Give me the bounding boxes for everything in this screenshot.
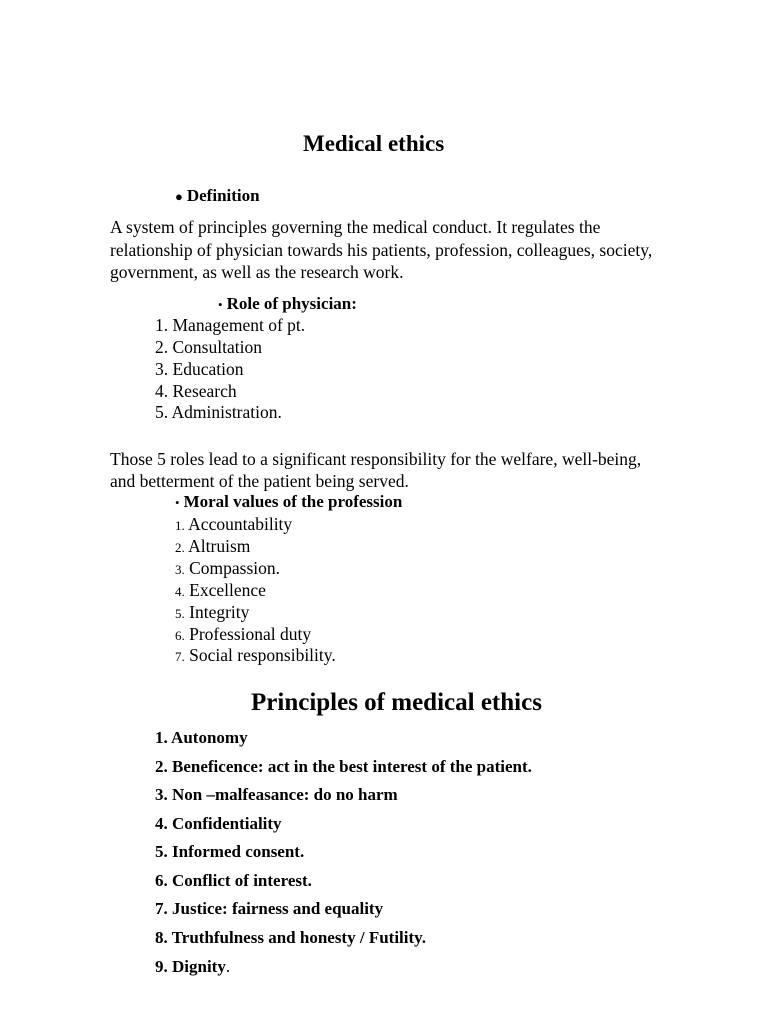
- list-number: 7.: [175, 649, 185, 664]
- list-item: [175, 558, 280, 579]
- list-item: [175, 602, 249, 623]
- list-item: 5. Informed consent.: [155, 842, 305, 861]
- bullet-icon: ●: [175, 189, 183, 204]
- page-title: Medical ethics: [303, 131, 445, 156]
- list-number: 3.: [175, 562, 185, 577]
- list-number: 4.: [175, 584, 185, 599]
- moral-values-label: Moral values of the profession: [183, 492, 403, 511]
- list-item: 3. Education: [155, 359, 244, 379]
- list-text: Compassion.: [189, 558, 281, 578]
- definition-heading: [175, 186, 260, 206]
- list-text: 9. Dignity: [155, 957, 226, 976]
- list-item: [175, 624, 311, 645]
- list-item: 1. Autonomy: [155, 728, 248, 747]
- list-text: Integrity: [189, 602, 250, 622]
- list-item: 5. Administration.: [155, 402, 282, 422]
- list-item: 4. Research: [155, 381, 237, 401]
- bullet-icon: •: [175, 495, 180, 510]
- list-item: [175, 514, 292, 535]
- list-item: 7. Justice: fairness and equality: [155, 899, 384, 918]
- list-item: 8. Truthfulness and honesty / Futility.: [155, 928, 426, 947]
- list-text: Altruism: [188, 536, 251, 556]
- list-text: Social responsibility.: [189, 645, 336, 665]
- list-number: 1.: [175, 518, 185, 533]
- list-text: Professional duty: [189, 624, 312, 644]
- list-item: 1. Management of pt.: [155, 315, 306, 335]
- list-number: 2.: [175, 540, 185, 555]
- list-number: 6.: [175, 628, 185, 643]
- list-item: 6. Conflict of interest.: [155, 871, 312, 890]
- definition-text: A system of principles governing the medical conduct. It regulates the relationship of physician towards his patients, profession, colleagues, society, government, as well as the research work.: [110, 217, 653, 282]
- definition-label: Definition: [186, 186, 260, 205]
- moral-values-heading: [175, 492, 402, 512]
- list-item: [175, 645, 336, 666]
- roles-label: Role of physician:: [226, 294, 357, 313]
- list-item: [155, 957, 230, 977]
- list-suffix: .: [225, 957, 231, 976]
- list-item: 2. Beneficence: act in the best interest of the patient.: [155, 757, 532, 776]
- bullet-icon: •: [218, 297, 223, 312]
- list-number: 5.: [175, 606, 185, 621]
- list-text: Accountability: [188, 514, 293, 534]
- list-item: 2. Consultation: [155, 337, 262, 357]
- roles-summary-text: Those 5 roles lead to a significant responsibility for the welfare, well-being, and betterment of the patient being served.: [110, 449, 642, 491]
- list-item: 3. Non –malfeasance: do no harm: [155, 785, 398, 804]
- roles-heading: [218, 294, 357, 314]
- section-title: Principles of medical ethics: [251, 689, 542, 716]
- list-text: Excellence: [189, 580, 266, 600]
- list-item: 4. Confidentiality: [155, 814, 282, 833]
- list-item: [175, 536, 250, 557]
- list-item: [175, 580, 266, 601]
